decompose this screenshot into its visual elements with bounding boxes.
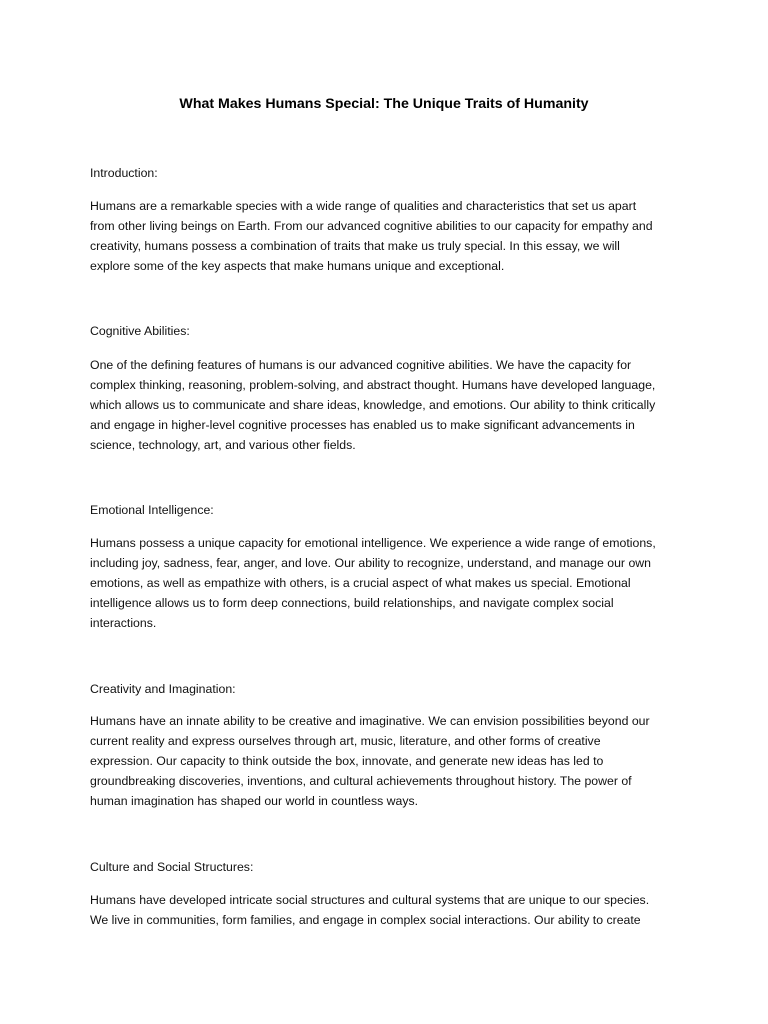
paragraph-line: explore some of the key aspects that make humans unique and exceptional. — [90, 259, 505, 273]
paragraph-line: science, technology, art, and various other fields. — [90, 438, 356, 452]
section-paragraph-culture-and-social-structures — [90, 890, 649, 930]
paragraph-line: creativity, humans possess a combination of traits that make us truly special. In this essay, we will — [90, 239, 620, 253]
section-heading-emotional-intelligence: Emotional Intelligence: — [90, 503, 214, 517]
section-paragraph-introduction — [90, 196, 653, 276]
paragraph-line: One of the defining features of humans is our advanced cognitive abilities. We have the capacity for — [90, 358, 632, 372]
paragraph-line: Humans are a remarkable species with a wide range of qualities and characteristics that set us apart — [90, 199, 637, 213]
section-heading-creativity-and-imagination: Creativity and Imagination: — [90, 682, 236, 696]
paragraph-line: Humans have developed intricate social structures and cultural systems that are unique to our species. — [90, 893, 650, 907]
paragraph-line: from other living beings on Earth. From our advanced cognitive abilities to our capacity for empathy and — [90, 219, 653, 233]
paragraph-line: Humans possess a unique capacity for emotional intelligence. We experience a wide range of emotions, — [90, 536, 656, 550]
paragraph-line: expression. Our capacity to think outside the box, innovate, and generate new ideas has led to — [90, 754, 604, 768]
document-title: What Makes Humans Special: The Unique Traits of Humanity — [179, 96, 589, 112]
paragraph-line: complex thinking, reasoning, problem-solving, and abstract thought. Humans have developed language, — [90, 378, 656, 392]
section-paragraph-cognitive-abilities — [90, 355, 655, 455]
paragraph-line: We live in communities, form families, and engage in complex social interactions. Our ability to create — [90, 913, 641, 927]
section-heading-culture-and-social-structures: Culture and Social Structures: — [90, 860, 254, 874]
paragraph-line: intelligence allows us to form deep connections, build relationships, and navigate complex social — [90, 596, 614, 610]
paragraph-line: Humans have an innate ability to be creative and imaginative. We can envision possibilities beyond our — [90, 714, 650, 728]
paragraph-line: interactions. — [90, 616, 157, 630]
paragraph-line: and engage in higher-level cognitive processes has enabled us to make significant advancements in — [90, 418, 635, 432]
section-heading-introduction: Introduction: — [90, 166, 158, 180]
paragraph-line: including joy, sadness, fear, anger, and love. Our ability to recognize, understand, and manage our own — [90, 556, 651, 570]
section-paragraph-emotional-intelligence — [90, 533, 656, 633]
paragraph-line: emotions, as well as empathize with others, is a crucial aspect of what makes us special. Emotional — [90, 576, 631, 590]
paragraph-line: current reality and express ourselves through art, music, literature, and other forms of creative — [90, 734, 601, 748]
paragraph-line: which allows us to communicate and share ideas, knowledge, and emotions. Our ability to think critically — [90, 398, 656, 412]
section-paragraph-creativity-and-imagination — [90, 711, 650, 811]
paragraph-line: groundbreaking discoveries, inventions, and cultural achievements throughout history. The power of — [90, 774, 632, 788]
paragraph-line: human imagination has shaped our world in countless ways. — [90, 794, 419, 808]
section-heading-cognitive-abilities: Cognitive Abilities: — [90, 324, 190, 338]
